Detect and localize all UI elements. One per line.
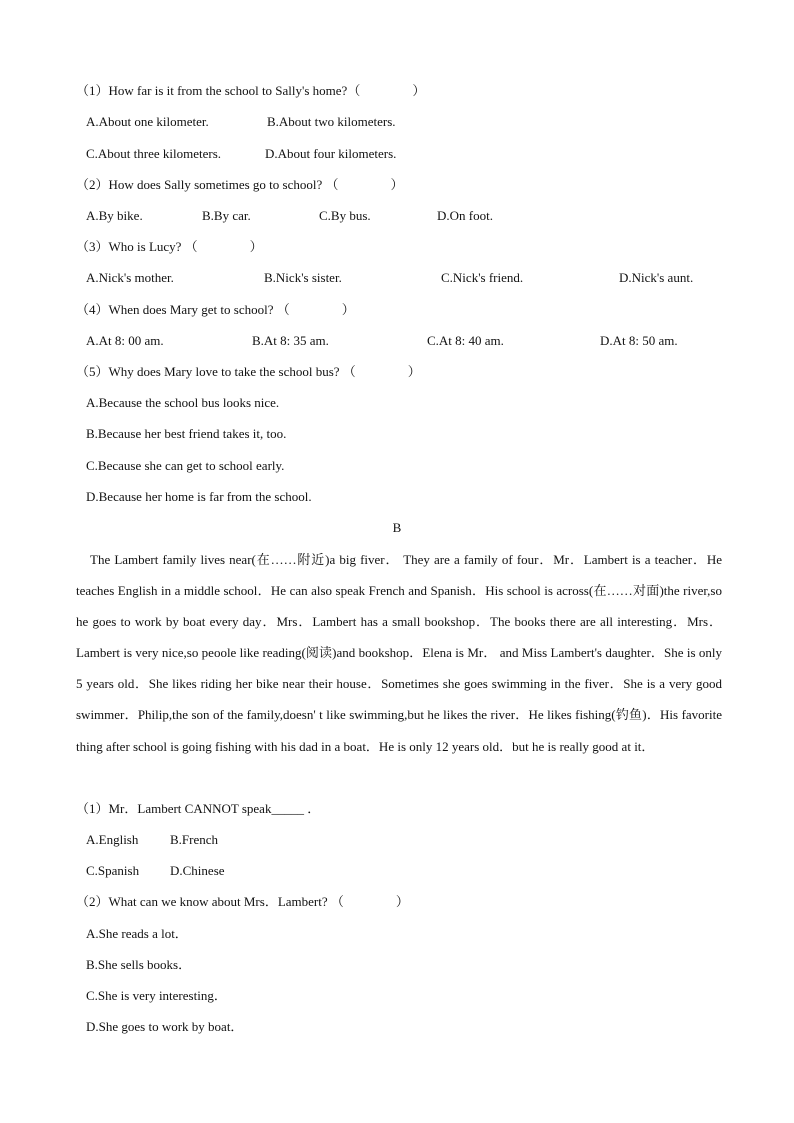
- question-a2-stem: （2）How does Sally sometimes go to school? （ ）: [76, 177, 404, 192]
- question-a1-stem: （1）How far is it from the school to Sally's home?（ ）: [76, 83, 426, 98]
- question-b2-stem: （2）What can we know about Mrs．Lambert? （ ）: [76, 894, 409, 909]
- question-a3-option-a: A.Nick's mother.: [86, 270, 174, 285]
- question-a3-option-c: C.Nick's friend.: [441, 270, 524, 285]
- question-b2-option-d: D.She goes to work by boat．: [86, 1019, 244, 1034]
- question-a2-option-c: C.By bus.: [319, 208, 371, 223]
- question-a1-option-a: A.About one kilometer.: [86, 114, 209, 129]
- question-a2-option-d: D.On foot.: [437, 208, 493, 223]
- question-a5-stem: （5）Why does Mary love to take the school bus? （ ）: [76, 364, 421, 379]
- question-b2-option-c: C.She is very interesting．: [86, 988, 227, 1003]
- question-a2-option-a: A.By bike.: [86, 208, 143, 223]
- question-a5-option-d: D.Because her home is far from the school.: [86, 489, 312, 504]
- question-a4-option-c: C.At 8: 40 am.: [427, 333, 504, 348]
- question-b1-option-d: D.Chinese: [170, 863, 225, 878]
- question-a5-option-a: A.Because the school bus looks nice.: [86, 395, 280, 410]
- question-a4-option-b: B.At 8: 35 am.: [252, 333, 329, 348]
- question-a4-option-a: A.At 8: 00 am.: [86, 333, 164, 348]
- question-a4-option-d: D.At 8: 50 am.: [600, 333, 678, 348]
- question-b1-stem: （1）Mr．Lambert CANNOT speak_____ ．: [76, 801, 321, 816]
- question-a3-stem: （3）Who is Lucy? （ ）: [76, 239, 263, 254]
- question-a1-option-d: D.About four kilometers.: [265, 146, 397, 161]
- question-a5-option-b: B.Because her best friend takes it, too.: [86, 426, 287, 441]
- question-b1-option-c: C.Spanish: [86, 863, 140, 878]
- question-a2-option-b: B.By car.: [202, 208, 251, 223]
- question-a3-option-b: B.Nick's sister.: [264, 270, 342, 285]
- question-b2-option-b: B.She sells books．: [86, 957, 192, 972]
- question-a4-stem: （4）When does Mary get to school? （ ）: [76, 302, 355, 317]
- question-a1-option-c: C.About three kilometers.: [86, 146, 222, 161]
- question-b2-option-a: A.She reads a lot．: [86, 926, 188, 941]
- question-a3-option-d: D.Nick's aunt.: [619, 270, 694, 285]
- section-b-heading: B: [392, 520, 402, 535]
- question-b1-option-b: B.French: [170, 832, 219, 847]
- reading-passage: The Lambert family lives near(在……附近)a big fiver． They are a family of four．Mr．Lambert is a teacher．He teaches English in a middle school．He can also speak French and Spanish．His school is across(在……对面)the river,so he goes to work by boat every day．Mrs．Lambert has a small bookshop．The books there are all interesting．Mrs．Lambert is very nice,so peoole like reading(阅读)and bookshop．Elena is Mr． and Miss Lambert's daughter．She is only 5 years old．She likes riding her bike near their house．Sometimes she goes swimming in the fiver．She is a very good swimmer．Philip,the son of the family,doesn' t like swimming,but he likes the river．He likes fishing(钓鱼)．His favorite thing after school is going fishing with his dad in a boat．He is only 12 years old．but he is really good at it．: [76, 552, 722, 754]
- question-b1-option-a: A.English: [86, 832, 139, 847]
- question-a5-option-c: C.Because she can get to school early.: [86, 458, 285, 473]
- question-a1-option-b: B.About two kilometers.: [267, 114, 396, 129]
